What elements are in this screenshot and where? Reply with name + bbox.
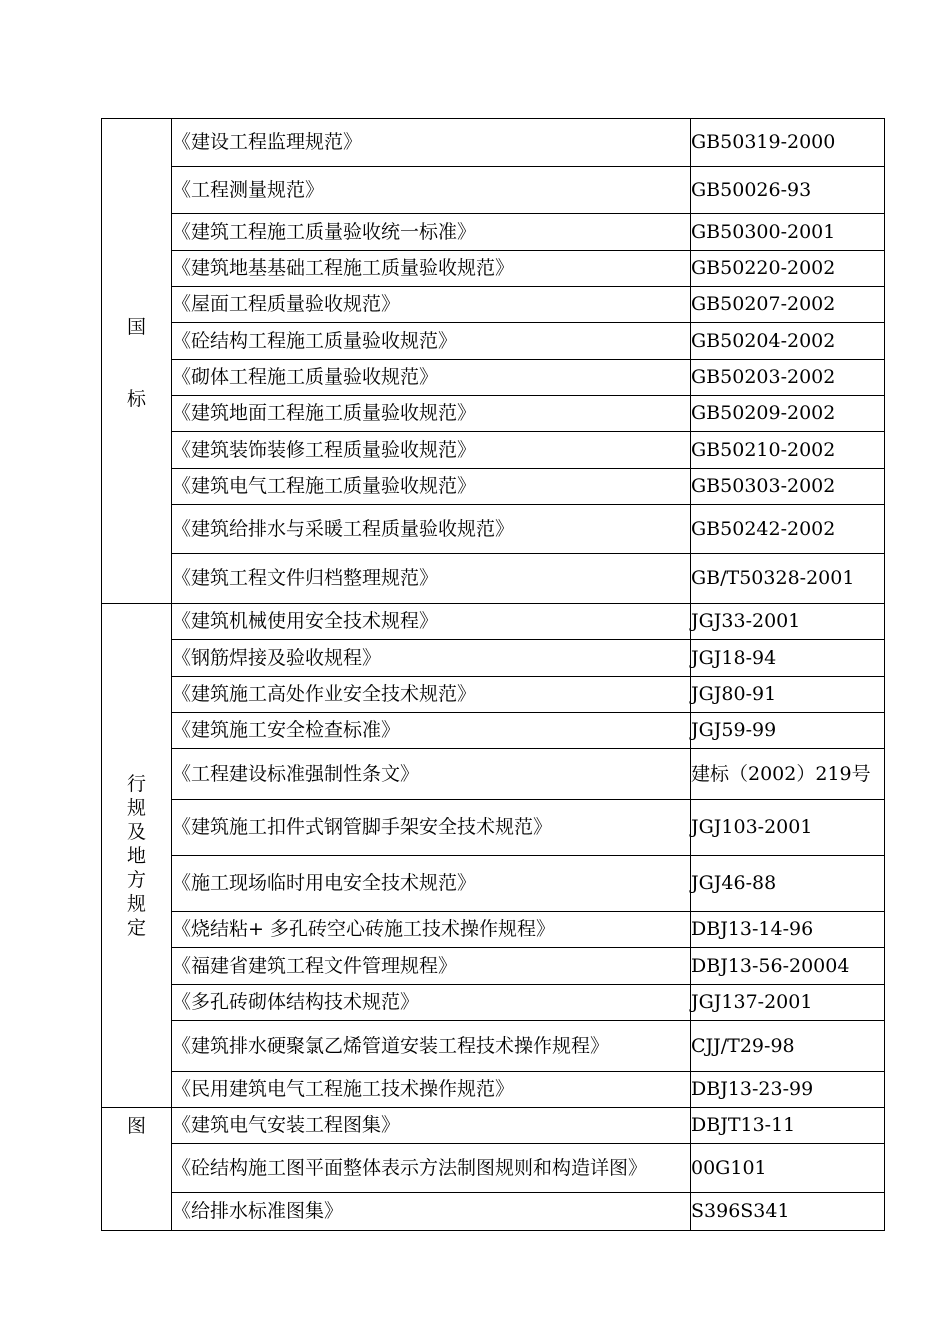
table-row (102, 640, 885, 677)
standard-title: 《屋面工程质量验收规范》 (172, 287, 691, 323)
standard-title: 《砌体工程施工质量验收规范》 (172, 360, 691, 396)
standard-title: 《建筑地基基础工程施工质量验收规范》 (172, 251, 691, 287)
table-row (102, 469, 885, 505)
standard-code: CJJ/T29-98 (691, 1021, 885, 1072)
standard-title: 《建筑装饰装修工程质量验收规范》 (172, 432, 691, 469)
standard-code: GB50207-2002 (691, 287, 885, 323)
standard-title: 《建筑电气安装工程图集》 (172, 1108, 691, 1144)
standard-title: 《建筑地面工程施工质量验收规范》 (172, 396, 691, 432)
category-cell (102, 604, 172, 1108)
table-row (102, 1021, 885, 1072)
standard-code: S396S341 (691, 1193, 885, 1231)
standard-title: 《给排水标准图集》 (172, 1193, 691, 1231)
standard-code: JGJ59-99 (691, 713, 885, 749)
table-row (102, 1144, 885, 1193)
standard-code: JGJ80-91 (691, 677, 885, 713)
standard-code: GB/T50328-2001 (691, 554, 885, 604)
category-label: 图 (126, 1115, 146, 1137)
table-row (102, 604, 885, 640)
standard-title: 《砼结构工程施工质量验收规范》 (172, 323, 691, 360)
table-row (102, 800, 885, 856)
standard-code: GB50303-2002 (691, 469, 885, 505)
standard-title: 《工程测量规范》 (172, 167, 691, 214)
standard-title: 《砼结构施工图平面整体表示方法制图规则和构造详图》 (172, 1144, 691, 1193)
category-cell (102, 119, 172, 604)
standard-code: GB50319-2000 (691, 119, 885, 167)
category-cell (102, 1108, 172, 1231)
table-row (102, 505, 885, 554)
table-row (102, 985, 885, 1021)
table-row (102, 287, 885, 323)
standard-code: GB50204-2002 (691, 323, 885, 360)
standard-title: 《施工现场临时用电安全技术规范》 (172, 856, 691, 912)
standard-title: 《烧结粘+ 多孔砖空心砖施工技术操作规程》 (172, 912, 691, 948)
standard-code: 00G101 (691, 1144, 885, 1193)
standard-title: 《建筑施工安全检查标准》 (172, 713, 691, 749)
standards-table (101, 118, 885, 1231)
table-row (102, 360, 885, 396)
table-row (102, 1072, 885, 1108)
standard-title: 《民用建筑电气工程施工技术操作规范》 (172, 1072, 691, 1108)
standard-code: GB50242-2002 (691, 505, 885, 554)
standard-title: 《福建省建筑工程文件管理规程》 (172, 948, 691, 985)
standard-title: 《工程建设标准强制性条文》 (172, 749, 691, 800)
standard-title: 《多孔砖砌体结构技术规范》 (172, 985, 691, 1021)
standard-title: 《建筑机械使用安全技术规程》 (172, 604, 691, 640)
category-label: 国 标 (126, 316, 146, 410)
standard-code: GB50210-2002 (691, 432, 885, 469)
table-row (102, 432, 885, 469)
table-row (102, 323, 885, 360)
table-row (102, 396, 885, 432)
standard-code: GB50209-2002 (691, 396, 885, 432)
table-row (102, 119, 885, 167)
standard-code: JGJ137-2001 (691, 985, 885, 1021)
table-row (102, 1193, 885, 1231)
standard-code: GB50220-2002 (691, 251, 885, 287)
standard-title: 《建筑工程施工质量验收统一标准》 (172, 214, 691, 251)
standard-title: 《建筑电气工程施工质量验收规范》 (172, 469, 691, 505)
table-row (102, 856, 885, 912)
standard-code: GB50026-93 (691, 167, 885, 214)
table-row (102, 167, 885, 214)
table-row (102, 948, 885, 985)
standard-title: 《建筑排水硬聚氯乙烯管道安装工程技术操作规程》 (172, 1021, 691, 1072)
table-row (102, 713, 885, 749)
standard-title: 《建设工程监理规范》 (172, 119, 691, 167)
table-row (102, 912, 885, 948)
standard-code: JGJ18-94 (691, 640, 885, 677)
standards-table-body (102, 119, 885, 1231)
table-row (102, 554, 885, 604)
standard-code: DBJ13-23-99 (691, 1072, 885, 1108)
standard-title: 《建筑给排水与采暖工程质量验收规范》 (172, 505, 691, 554)
standard-code: DBJ13-14-96 (691, 912, 885, 948)
standard-code: 建标（2002）219号 (691, 749, 885, 800)
standard-code: JGJ46-88 (691, 856, 885, 912)
standard-code: GB50300-2001 (691, 214, 885, 251)
standard-title: 《建筑施工扣件式钢管脚手架安全技术规范》 (172, 800, 691, 856)
standard-code: JGJ33-2001 (691, 604, 885, 640)
standard-title: 《建筑施工高处作业安全技术规范》 (172, 677, 691, 713)
standard-code: JGJ103-2001 (691, 800, 885, 856)
table-row (102, 251, 885, 287)
standard-title: 《钢筋焊接及验收规程》 (172, 640, 691, 677)
table-row (102, 1108, 885, 1144)
standard-code: DBJ13-56-20004 (691, 948, 885, 985)
standard-title: 《建筑工程文件归档整理规范》 (172, 554, 691, 604)
table-row (102, 677, 885, 713)
standard-code: DBJT13-11 (691, 1108, 885, 1144)
table-row (102, 749, 885, 800)
category-label: 行 规 及 地 方 规 定 (126, 772, 146, 939)
table-row (102, 214, 885, 251)
standard-code: GB50203-2002 (691, 360, 885, 396)
